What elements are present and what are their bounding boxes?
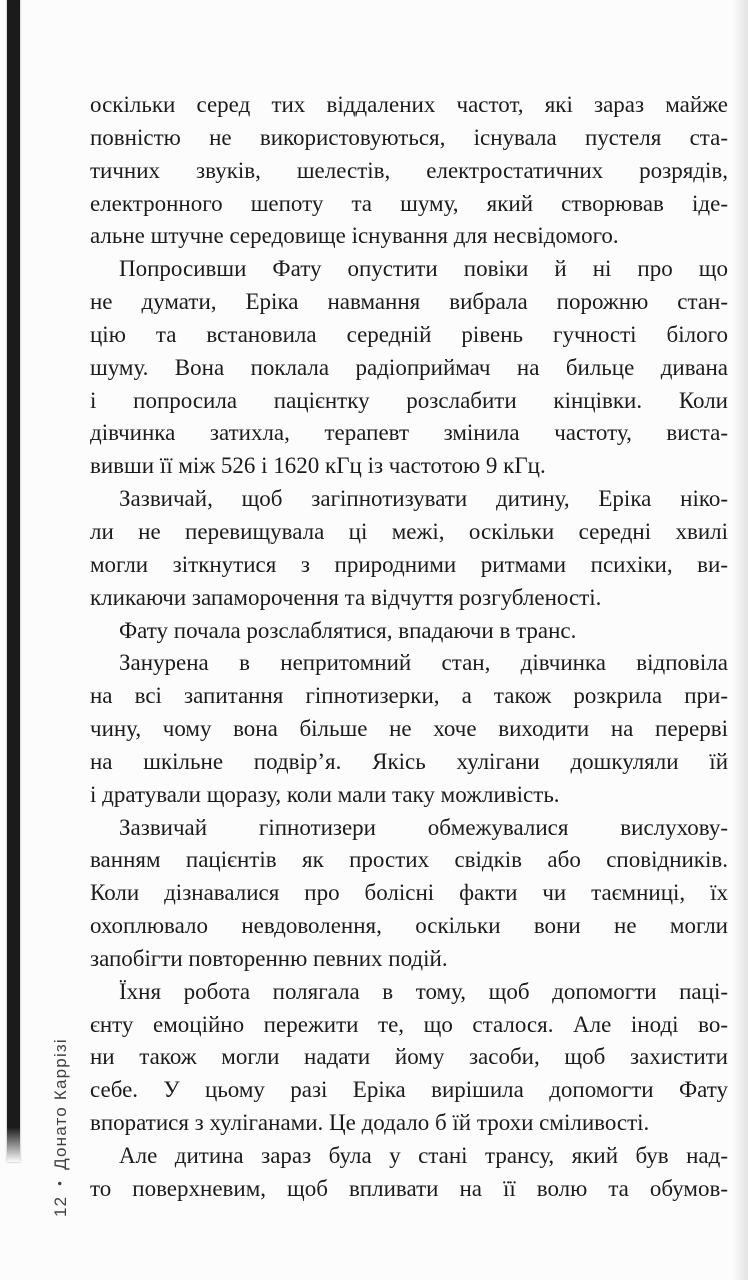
text-line: Зазвичай гіпнотизери обмежувалися вислухову-	[119, 814, 728, 840]
text-line: електронного шепоту та шуму, який створював іде-	[90, 190, 728, 216]
spine-scan-bar	[7, 0, 20, 1162]
text-line: охоплювало невдоволення, оскільки вони не могли	[90, 913, 728, 939]
text-line: шуму. Вона поклала радіоприймач на бильце дивана	[90, 354, 728, 380]
text-line: оскільки серед тих віддалених частот, які зараз майже	[90, 92, 728, 117]
page-edge-shade	[732, 0, 748, 1280]
text-line: впоратися з хуліганами. Це додало б їй трохи сміливості.	[90, 1110, 650, 1136]
text-line: єнту емоційно пережити те, що сталося. Але іноді во-	[90, 1011, 728, 1037]
text-line: Їхня робота полягала в тому, щоб допомогти паці-	[119, 978, 728, 1004]
text-line: альне штучне середовище існування для несвідомого.	[90, 223, 619, 249]
text-line: Коли дізнавалися про болісні факти чи таємниці, їх	[90, 880, 728, 906]
text-line: кликаючи запаморочення та відчуття розгубленості.	[90, 584, 602, 610]
bullet-separator-icon: •	[52, 1179, 67, 1186]
text-line: запобігти повторенню певних подій.	[90, 945, 448, 971]
text-line: то поверхневим, щоб впливати на її волю та обумов-	[90, 1175, 728, 1201]
author-name: Донато Каррізі	[51, 1038, 70, 1170]
text-line: цію та встановила середній рівень гучності білого	[90, 321, 728, 347]
text-line: дівчинка затихла, терапевт змінила частоту, виста-	[90, 420, 728, 446]
text-line: ни також могли надати йому засоби, щоб захистити	[90, 1044, 728, 1070]
text-line: ванням пацієнтів як простих свідків або сповідників.	[90, 847, 728, 873]
page-text	[90, 89, 728, 1206]
text-line: себе. У цьому разі Еріка вирішила допомогти Фату	[90, 1077, 728, 1103]
text-line: Попросивши Фату опустити повіки й ні про що	[119, 256, 728, 282]
text-line: тичних звуків, шелестів, електростатичних розрядів,	[90, 157, 728, 183]
text-line: на шкільне подвір’я. Якісь хулігани дошкуляли їй	[90, 748, 728, 774]
page-number: 12	[51, 1195, 70, 1217]
text-line: ли не перевищувала ці межі, оскільки середні хвилі	[90, 518, 728, 544]
text-line: Фату почала розслаблятися, впадаючи в транс.	[119, 617, 577, 643]
text-line: повністю не використовуються, існувала пустеля ста-	[90, 124, 728, 150]
text-line: могли зіткнутися з природними ритмами психіки, ви-	[90, 551, 728, 577]
text-line: на всі запитання гіпнотизерки, а також розкрила при-	[90, 683, 728, 709]
text-line: Зазвичай, щоб загіпнотизувати дитину, Еріка ніко-	[119, 486, 728, 512]
text-line: і дратували щоразу, коли мали таку можливість.	[90, 781, 560, 807]
text-line: і попросила пацієнтку розслабити кінцівки. Коли	[90, 387, 728, 413]
text-line: Занурена в непритомний стан, дівчинка відповіла	[119, 650, 728, 676]
text-line: не думати, Еріка навмання вибрала порожню стан-	[90, 289, 728, 315]
text-line: Але дитина зараз була у стані трансу, який був над-	[119, 1143, 728, 1168]
text-line: вивши її між 526 і 1620 кГц із частотою 9 кГц.	[90, 453, 546, 479]
margin-running-label	[51, 1038, 71, 1217]
text-line: чину, чому вона більше не хоче виходити на перерві	[90, 716, 728, 742]
